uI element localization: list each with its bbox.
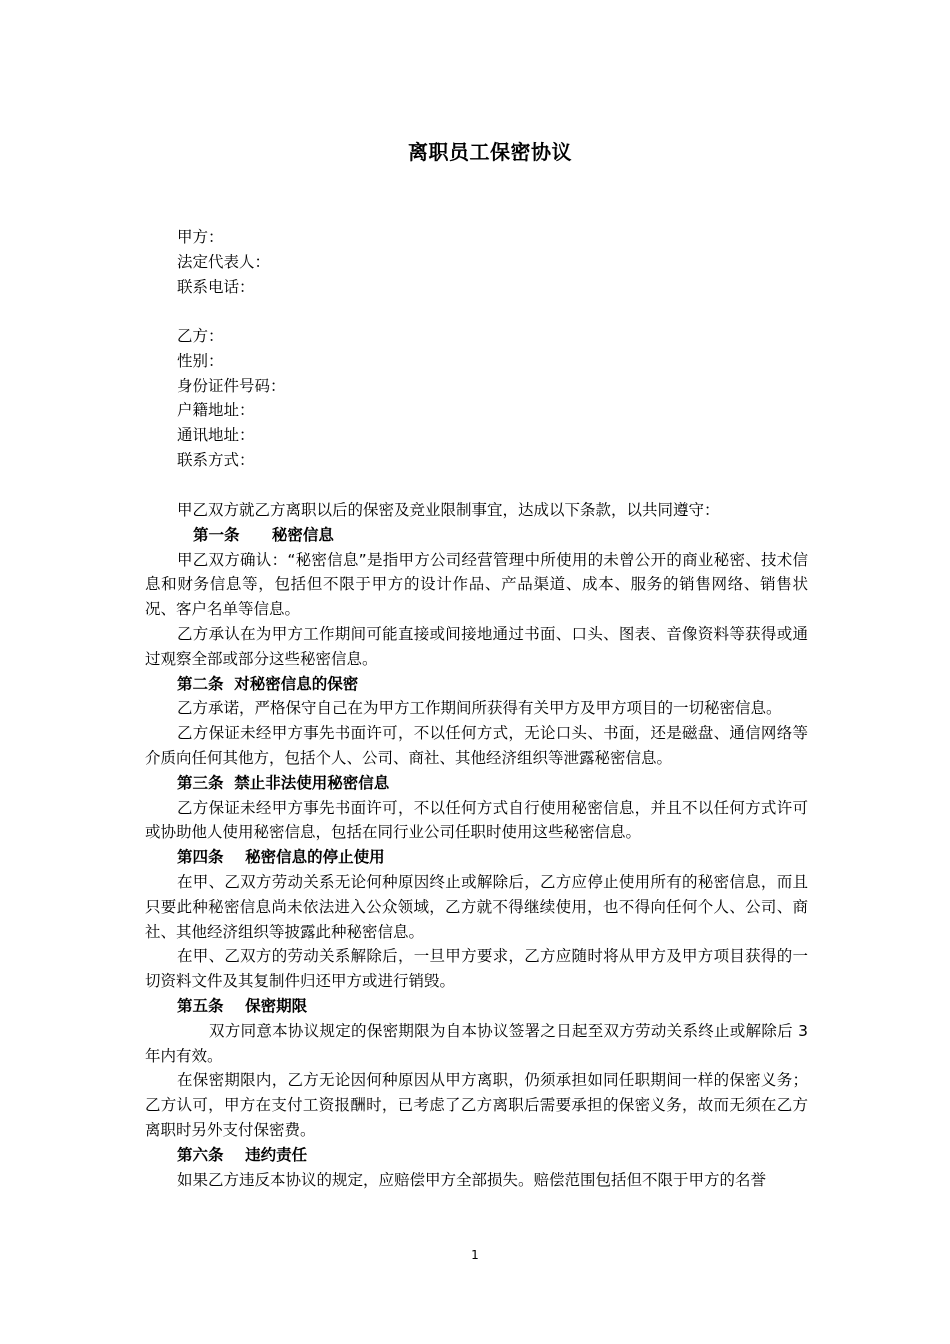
household-address-label: 户籍地址： — [177, 401, 255, 420]
section-heading-2: 第二条 对秘密信息的保密 — [177, 674, 359, 693]
intro-paragraph: 甲乙双方就乙方离职以后的保密及竞业限制事宜，达成以下条款，以共同遵守： — [177, 501, 720, 519]
section-5-paragraph-2: 在保密期限内，乙方无论因何种原因从甲方离职，仍须承担如同任职期间一样的保密义务；乙方认可，甲方在支付工资报酬时，已考虑了乙方离职后需要承担的保密义务，故而无须在乙方离职时另外支付保密费。 — [145, 1071, 808, 1139]
party-b-label: 乙方： — [177, 327, 224, 345]
contact-phone-label: 联系电话： — [177, 277, 255, 296]
section-heading-5: 第五条 保密期限 — [177, 996, 308, 1015]
section-3-paragraph-1: 乙方保证未经甲方事先书面许可，不以任何方式自行使用秘密信息，并且不以任何方式许可或协助他人使用秘密信息，包括在同行业公司任职时使用这些秘密信息。 — [145, 798, 808, 842]
section-6-paragraph-1: 如果乙方违反本协议的规定，应赔偿甲方全部损失。赔偿范围包括但不限于甲方的名誉 — [177, 1170, 767, 1189]
section-5-paragraph-1: 双方同意本协议规定的保密期限为自本协议签署之日起至双方劳动关系终止或解除后 3 年内有效。 — [145, 1021, 808, 1065]
section-heading-3: 第三条 禁止非法使用秘密信息 — [177, 773, 390, 792]
agreement-body — [145, 498, 808, 1192]
page-number: 1 — [471, 1248, 479, 1262]
party-b-block — [177, 324, 286, 473]
section-2-paragraph-1: 乙方承诺，严格保守自己在为甲方工作期间所获得有关甲方及甲方项目的一切秘密信息。 — [177, 699, 782, 718]
section-1-paragraph-1: 甲乙双方确认：“秘密信息”是指甲方公司经营管理中所使用的未曾公开的商业秘密、技术信息和财务信息等，包括但不限于甲方的设计作品、产品渠道、成本、服务的销售网络、销售状况、客户名单等信息。 — [145, 550, 808, 619]
section-4-paragraph-1: 在甲、乙双方劳动关系无论何种原因终止或解除后，乙方应停止使用所有的秘密信息，而且只要此种秘密信息尚未依法进入公众领域，乙方就不得继续使用，也不得向任何个人、公司、商社、其他经济组织等披露此种秘密信息。 — [145, 872, 808, 941]
gender-label: 性别： — [177, 351, 224, 370]
mailing-address-label: 通讯地址： — [177, 426, 255, 445]
document-title: 离职员工保密协议 — [408, 140, 572, 164]
party-a-block — [177, 225, 270, 299]
section-heading-1: 第一条 秘密信息 — [193, 525, 334, 544]
section-heading-6: 第六条 违约责任 — [177, 1145, 308, 1164]
section-heading-4: 第四条 秘密信息的停止使用 — [177, 848, 385, 867]
section-1-paragraph-2: 乙方承认在为甲方工作期间可能直接或间接地通过书面、口头、图表、音像资料等获得或通过观察全部或部分这些秘密信息。 — [145, 624, 808, 668]
section-4-paragraph-2: 在甲、乙双方的劳动关系解除后，一旦甲方要求，乙方应随时将从甲方及甲方项目获得的一切资料文件及其复制件归还甲方或进行销毁。 — [145, 947, 808, 991]
contact-method-label: 联系方式： — [177, 450, 255, 469]
section-2-paragraph-2: 乙方保证未经甲方事先书面许可，不以任何方式，无论口头、书面，还是磁盘、通信网络等介质向任何其他方，包括个人、公司、商社、其他经济组织等泄露秘密信息。 — [145, 724, 808, 767]
party-a-label: 甲方： — [177, 228, 224, 246]
id-number-label: 身份证件号码： — [177, 376, 286, 395]
legal-representative-label: 法定代表人： — [177, 252, 271, 271]
